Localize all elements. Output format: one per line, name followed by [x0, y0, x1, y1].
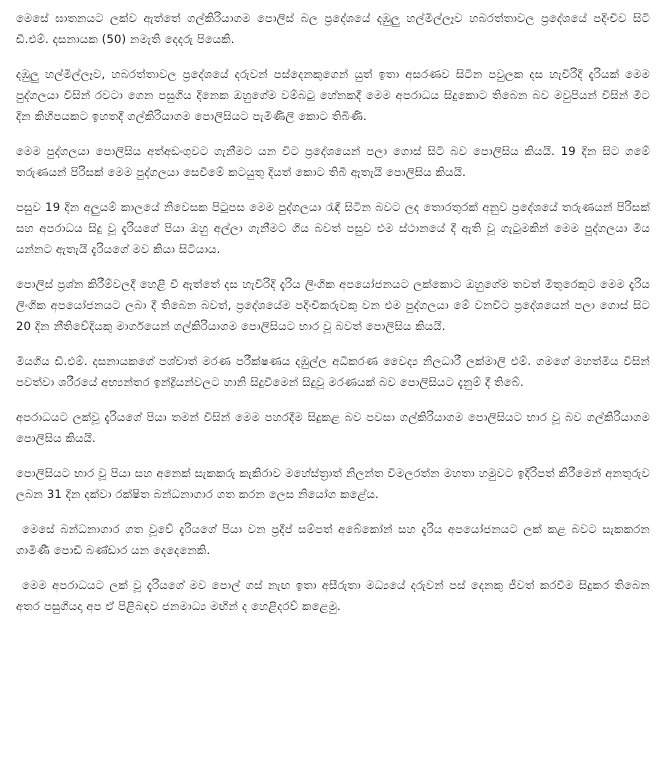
- paragraph-3: මෙම පුද්ගලයා පොලිසිය අත්අඩංගුවට ගැනීමට යන විට ප්‍රදේශයෙන් පලා ගොස් සිටි බව පොලිසිය කියයි. 19 දින සිට ගමේ තරුණයන් පිරිසක් මෙම පුද්ගලයා සෙවීමේ කටයුතු දියත් කොට තිබී ඇතැයි පොලිසිය කියයි.: [16, 144, 650, 179]
- paragraph-4: පසුව 19 දින අලුයම් කාලයේ නිවෙසක පිටුපස මෙම පුද්ගලයා රැඳී සිටින බවට ලද තොරතුරක් අනුව ප්‍රදේශයේ තරුණයන් පිරිසක් සහ අපරාධය සිදු වූ දැරියගේ පියා ඔහු අල්ලා ගැනීමට ගිය බවත් පසුව එම ස්ථානයේ දී ඇති වූ ගැටුමකින් මෙම පුද්ගලයා මිය යන්නට ඇතැයි දැරියගේ මව කියා සිටියාය.: [16, 200, 650, 256]
- paragraph-7: අපරාධයට ලක්වූ දැරියගේ පියා තමන් විසින් මෙම පහරදීම සිදුකළ බව පවසා ගල්කිරියාගම පොලිසියට භාර වූ බව ගල්කිරියාගම පොලිසිය කියයි.: [16, 410, 650, 445]
- paragraph-6: මියගිය ඩී.එම්. දසනායකගේ පශ්චාත් මරණ පරීක්ෂණය දඹුල්ල අධිකරණ වෛද්‍ය නිලධාරී ලක්මාලි එම්. ගමගේ මහත්මිය විසින් පවත්වා ශරීරයේ අභ්‍යන්තර ඉන්ද්‍රියන්වලට හානි සිදුවීමෙන් සිදුවූ මරණයක් බව පොලිසියට දැනුම් දී තිබේ.: [16, 354, 650, 389]
- paragraph-8: පොලිසියට භාර වූ පියා සහ අනෙක් සැකකරු කැකිරාව මහේස්ත්‍රාත් නිලන්ත විමලරත්න මහතා හමුවට ඉදිරිපත් කිරීමෙන් අනතුරුව ලබන 31 දින දක්වා රක්ෂිත බන්ධනාගාර ගත කරන ලෙස නියෝග කළේය.: [16, 466, 650, 501]
- paragraph-10: මෙම අපරාධයට ලක් වූ දැරියගේ මව පොල් ගස් නැඟ ඉතා අසීරුතා මධ්‍යයේ දරුවන් පස් දෙනකු ජීවත් කරවීම සිදුකර තිබෙන අතර පසුගියදා අප ඒ පිළිබඳව ජනමාධ්‍ය මඟින් ද හෙළිදරව් කළෙමු.: [16, 578, 650, 613]
- paragraph-9: මෙසේ බන්ධනාගාර ගත වූවේ දැරියගේ පියා වන ප්‍රදීප් සම්පත් අබේකෝන් සහ දැරිය අපයෝජනයට ලක් කළ බවට සැකකරන ගාමිණී පොඩි බණ්ඩාර යන දෙදෙනෙකි.: [16, 522, 650, 557]
- paragraph-1: මෙසේ ඝාතනයට ලක්ව ඇත්තේ ගල්කිරියාගම පොලිස් බල ප්‍රදේශයේ දඹුලු හල්මිල්ලෑව හබරත්තාවල ප්‍රදේශයේ පදිංචිව සිටි ඩී.එම්. දසනායක (50) නමැති දෙදරු පියෙකි.: [16, 11, 650, 46]
- paragraph-2: දඹුලු හල්මිල්ලෑව, හබරත්තාවල ප්‍රදේශයේ දරුවන් පස්දෙනකුගෙන් යුත් ඉතා අසරණව සිටින පවුලක දස හැවිරිදි දැරියක් මෙම පුද්ගලයා විසින් රවටා ගෙන පසුගිය දිනෙක ඔහුගේම වම්බටු හේනකදී මෙම අපරාධය සිදුකොට තිබෙන බව මවුපියන් විසින් මීට දින කිහිපයකට ඉහතදී ගල්කිරියාගම පොලිසියට පැමිණිලි කොට තිබිණි.: [16, 67, 650, 123]
- paragraph-5: පොලිස් ප්‍රශ්න කිරීම්වලදී හෙළි වී ඇත්තේ දස හැවිරිදි දැරිය ලිංගික අපයෝජනයට ලක්කොට ඔහුගේම තවත් මිතුරෙකුට මෙම දැරිය ලිංගික අපයෝජනයට ලබා දී තිබෙන බවත්, ප්‍රදේශයේම පදිංචිකරුවකු වන එම පුද්ගලයා මේ වනවිට ප්‍රදේශයෙන් පලා ගොස් සිට 20 දින නීතිවේදියකු මාර්ගයෙන් ගල්කිරියාගම පොලිසියට භාර වූ බවත් පොලිසිය කියයි.: [16, 277, 650, 333]
